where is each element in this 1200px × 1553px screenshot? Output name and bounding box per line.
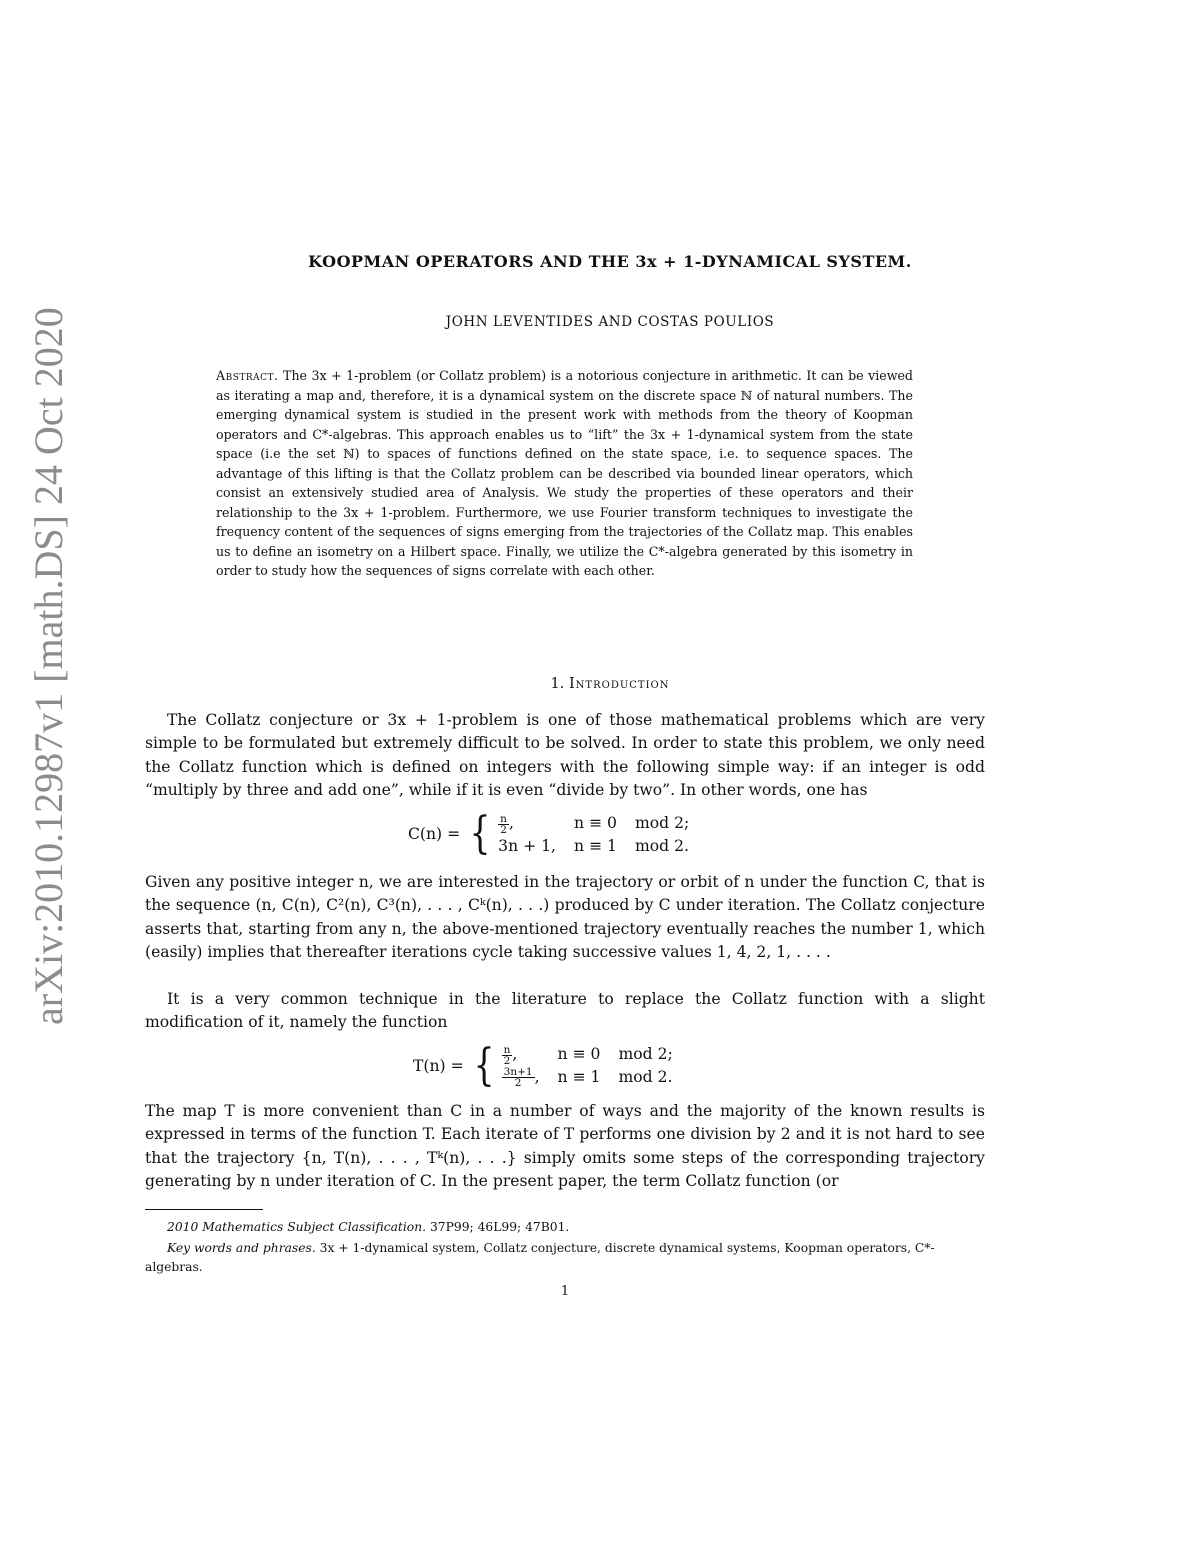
- intro-paragraph-2: Given any positive integer n, we are interested in the trajectory or orbit of n under the function C, that is the sequence (n, C(n), C²(n), C³(n), . . . , Cᵏ(n), . . .) produced by C under iteration. The Collatz conjecture asserts that, starting from any n, the above-mentioned trajectory eventually reaches the number 1, which (easily) implies that thereafter iterations cycle taking successive values 1, 4, 2, 1, . . . .: [145, 873, 985, 962]
- footnote-keywords-text: 3x + 1-dynamical system, Collatz conjecture, discrete dynamical systems, Koopman operators, C*-algebras.: [145, 1241, 935, 1274]
- case-1-condition: n ≡ 0: [557, 1045, 601, 1063]
- section-title: Introduction: [568, 676, 670, 692]
- section-number: 1.: [550, 676, 565, 692]
- case-2-condition: n ≡ 1: [574, 836, 617, 855]
- abstract-body: The 3x + 1-problem (or Collatz problem) is a notorious conjecture in arithmetic. It can be viewed as iterating a map and, therefore, it is a dynamical system on the discrete space ℕ of natural numbers. The emerging dynamical system is studied in the present work with methods from the theory of Koopman operators and C*-algebras. This approach enables us to “lift” the 3x + 1-dynamical system from the state space (i.e the set ℕ) to spaces of functions defined on the state space, i.e. to sequence spaces. The advantage of this lifting is that the Collatz problem can be described via bounded linear operators, which consist an extensively studied area of Analysis. We study the properties of these operators and their relationship to the 3x + 1-problem. Furthermore, we use Fourier transform techniques to investigate the frequency content of the sequences of signs emerging from the trajectories of the Collatz map. This enables us to define an isometry on a Hilbert space. Finally, we utilize the C*-algebra generated by this isometry in order to study how the sequences of signs correlate with each other.: [216, 368, 913, 578]
- case-2-value: $\frac{3n+1}{2}$ ,: [503, 1066, 540, 1089]
- intro-paragraph-1: The Collatz conjecture or 3x + 1-problem is one of those mathematical problems which are very simple to be formulated but extremely difficult to be solved. In order to state this problem, we only need the Collatz function which is defined on integers with the following simple way: if an integer is odd “multiply by three and add one”, while if it is even “divide by two”. In other words, one has: [145, 711, 985, 800]
- case-1-value: $\frac{n}{2}$ ,: [503, 1043, 518, 1067]
- section-heading: [150, 676, 1070, 692]
- footnote-keywords-label: Key words and phrases.: [167, 1241, 316, 1255]
- equation-lhs: T(n) =: [413, 1056, 464, 1075]
- case-1-modulus: mod 2;: [634, 814, 690, 832]
- left-brace: {: [469, 808, 491, 860]
- equation-lhs: C(n) =: [408, 825, 461, 844]
- paper-authors: JOHN LEVENTIDES AND COSTAS POULIOS: [445, 314, 775, 330]
- case-1-modulus: mod 2;: [618, 1045, 673, 1063]
- case-2-value: 3n + 1,: [498, 836, 556, 855]
- case-2-condition: n ≡ 1: [557, 1067, 601, 1086]
- modified-collatz-equation: [413, 1039, 673, 1091]
- equation-cases: [502, 1043, 673, 1088]
- abstract-heading: Abstract.: [216, 368, 279, 383]
- case-1-condition: n ≡ 0: [574, 814, 617, 832]
- abstract: [216, 366, 913, 581]
- footnote-classification: [145, 1218, 985, 1237]
- footnote-rule: [145, 1209, 263, 1210]
- footnote-keywords: [145, 1239, 985, 1277]
- footnote-classification-codes: 37P99; 46L99; 47B01.: [426, 1220, 570, 1234]
- intro-paragraph-3: It is a very common technique in the literature to replace the Collatz function with a slight modification of it, namely the function: [145, 990, 985, 1032]
- case-2-modulus: mod 2.: [618, 1067, 673, 1086]
- intro-paragraph-4: The map T is more convenient than C in a number of ways and the majority of the known results is expressed in terms of the function T. Each iterate of T performs one division by 2 and it is not hard to see that the trajectory {n, T(n), . . . , Tᵏ(n), . . .} simply omits some steps of the corresponding trajectory generating by n under iteration of C. In the present paper, the term Collatz function (or: [145, 1102, 985, 1191]
- paper-title: KOOPMAN OPERATORS AND THE 3x + 1-DYNAMICAL SYSTEM.: [308, 252, 912, 271]
- case-2-modulus: mod 2.: [634, 836, 689, 855]
- footnote-classification-label: 2010 Mathematics Subject Classification.: [167, 1220, 427, 1234]
- equation-cases: [498, 812, 689, 857]
- left-brace: {: [473, 1039, 495, 1091]
- case-1-value: $\frac{n}{2}$ ,: [500, 812, 514, 836]
- arxiv-identifier-stamp: arXiv:2010.12987v1 [math.DS] 24 Oct 2020: [26, 307, 71, 1025]
- collatz-function-equation: [408, 808, 690, 860]
- page-number: 1: [560, 1284, 570, 1299]
